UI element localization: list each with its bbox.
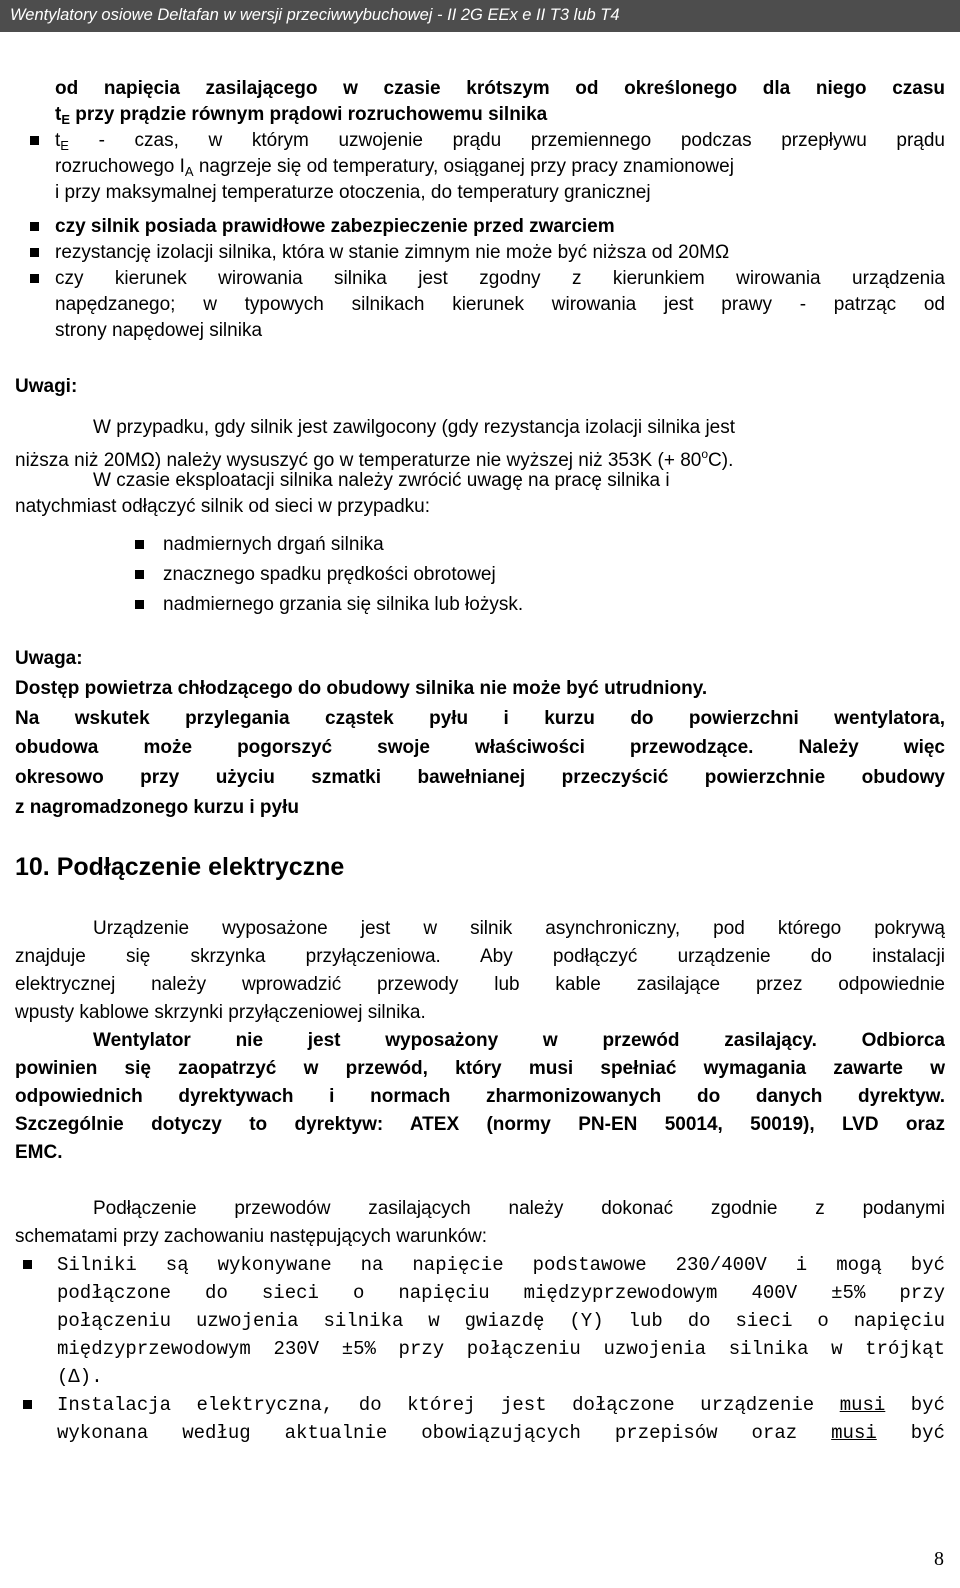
text-line: $t_E$ przy prądzie równym prądowi rozruchowemu silnika [55, 104, 548, 127]
text-line: międzyprzewodowym 230V ±5% przy połączeniu uzwojenia silnika w trójkąt [57, 1338, 945, 1360]
text-line: powinien się zaopatrzyć w przewód, który musi spełniać wymagania zawarte w [15, 1058, 945, 1079]
text-line: Wentylator nie jest wyposażony w przewód zasilający. Odbiorca [93, 1030, 945, 1051]
text-line: niższa niż 20MΩ) należy wysuszyć go w temperaturze nie wyższej niż 353K (+ $80^oC$). [15, 447, 734, 471]
text-line: schematami przy zachowaniu następujących warunków: [15, 1226, 488, 1247]
bullet-item: Silniki są wykonywane na napięcie podstawowe 230/400V i mogą być [57, 1254, 945, 1276]
text-line: Urządzenie wyposażone jest w silnik asynchroniczny, pod którego pokrywą [93, 918, 945, 939]
bullet-square [135, 600, 144, 609]
text-line: Dostęp powietrza chłodzącego do obudowy silnika nie może być utrudniony. [15, 678, 708, 699]
text-line: podłączone do sieci o napięciu międzyprzewodowym 400V ±5% przy [57, 1282, 945, 1304]
text-line: natychmiast odłączyć silnik od sieci w przypadku: [15, 496, 431, 517]
text-line: Szczególnie dotyczy to dyrektyw: ATEX (normy PN-EN 50014, 50019), LVD oraz [15, 1114, 945, 1135]
text-line: (∆). [57, 1366, 103, 1388]
bullet-item: Instalacja elektryczna, do której jest dołączone urządzenie musi być [57, 1394, 945, 1416]
text-line: odpowiednich dyrektywach i normach zharmonizowanych do danych dyrektyw. [15, 1086, 945, 1107]
bullet-item: czy kierunek wirowania silnika jest zgodny z kierunkiem wirowania urządzenia [55, 268, 945, 289]
bullet-square [30, 274, 39, 283]
text-line: wykonana według aktualnie obowiązujących przepisów oraz musi być [57, 1422, 945, 1444]
bullet-square [30, 136, 39, 145]
bullet-item: $t_E$ - czas, w którym uzwojenie prądu przemiennego podczas przepływu prądu [55, 130, 945, 153]
bullet-square [23, 1400, 32, 1409]
text-line: połączeniu uzwojenia silnika w gwiazdę (Y) lub do sieci o napięciu [57, 1310, 945, 1332]
section-heading: 10. Podłączenie elektryczne [15, 853, 345, 881]
text-line: obudowa może pogorszyć swoje właściwości przewodzące. Należy więc [15, 737, 945, 758]
bullet-square [135, 540, 144, 549]
notes-label: Uwagi: [15, 376, 78, 397]
text-line: W przypadku, gdy silnik jest zawilgocony (gdy rezystancja izolacji silnika jest [93, 417, 736, 438]
list-item: nadmiernego grzania się silnika lub łożysk. [163, 594, 524, 615]
header-title: Wentylatory osiowe Deltafan w wersji przeciwwybuchowej - II 2G EEx e II T3 lub T4 [10, 6, 620, 24]
page-number: 8 [934, 1548, 944, 1570]
bullet-square [23, 1260, 32, 1269]
text-line: znajduje się skrzynka przyłączeniowa. Aby podłączyć urządzenie do instalacji [15, 946, 945, 967]
bullet-item: czy silnik posiada prawidłowe zabezpieczenie przed zwarciem [55, 216, 615, 237]
text-line: W czasie eksploatacji silnika należy zwrócić uwagę na pracę silnika i [93, 470, 670, 491]
note-label: Uwaga: [15, 648, 83, 669]
text-line: okresowo przy użyciu szmatki bawełnianej przeczyścić powierzchnie obudowy [15, 767, 945, 788]
text-line: od napięcia zasilającego w czasie krótszym od określonego dla niego czasu [55, 78, 945, 99]
text-line: Podłączenie przewodów zasilających należy dokonać zgodnie z podanymi [93, 1198, 945, 1219]
text-line: elektrycznej należy wprowadzić przewody lub kable zasilające przez odpowiednie [15, 974, 945, 995]
bullet-square [30, 222, 39, 231]
bullet-item: rezystancję izolacji silnika, która w stanie zimnym nie może być niższa od 20MΩ [55, 242, 730, 263]
list-item: nadmiernych drgań silnika [163, 534, 384, 555]
text-line: i przy maksymalnej temperaturze otoczenia, do temperatury granicznej [55, 182, 651, 203]
text-line: z nagromadzonego kurzu i pyłu [15, 797, 299, 818]
bullet-square [30, 248, 39, 257]
header-bar [0, 0, 960, 32]
text-line: wpusty kablowe skrzynki przyłączeniowej silnika. [15, 1002, 426, 1023]
list-item: znacznego spadku prędkości obrotowej [163, 564, 496, 585]
text-line: EMC. [15, 1142, 63, 1163]
bullet-square [135, 570, 144, 579]
text-line: rozruchowego $I_A$ nagrzeje się od temperatury, osiąganej przy pracy znamionowej [55, 156, 734, 179]
text-line: Na wskutek przylegania cząstek pyłu i kurzu do powierzchni wentylatora, [15, 708, 945, 729]
text-line: napędzanego; w typowych silnikach kierunek wirowania jest prawy - patrząc od [55, 294, 945, 315]
text-line: strony napędowej silnika [55, 320, 263, 341]
